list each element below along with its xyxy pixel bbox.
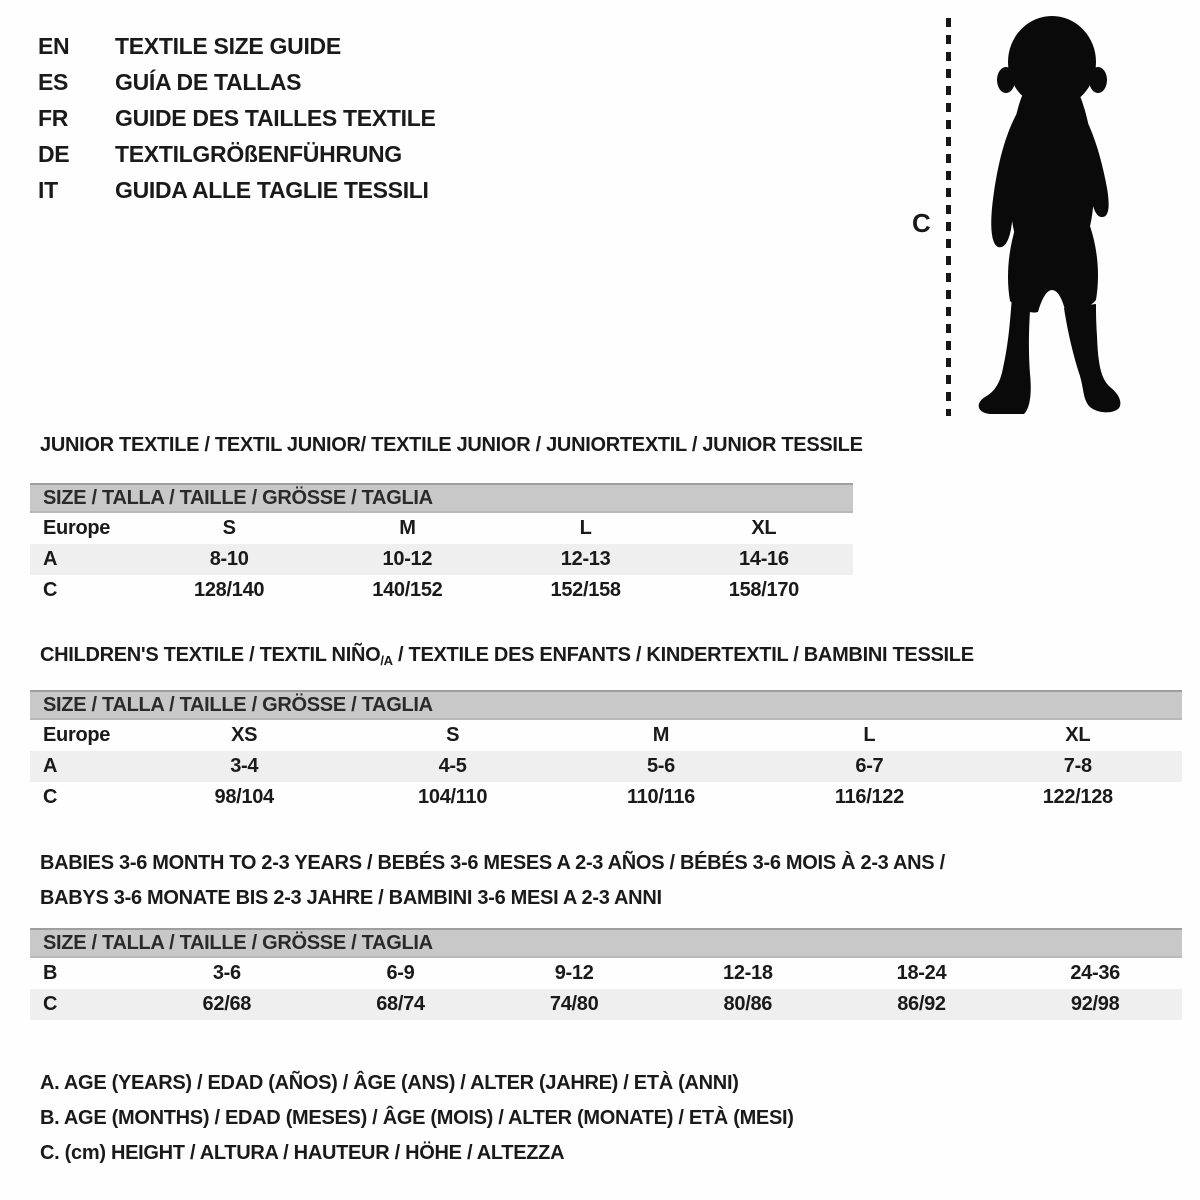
children-size-table xyxy=(30,690,1182,813)
table-row xyxy=(30,544,853,575)
table-cell: 140/152 xyxy=(372,579,443,601)
language-code: DE xyxy=(38,141,70,167)
table-cell: 86/92 xyxy=(897,993,946,1015)
table-cell: 110/116 xyxy=(626,786,695,808)
table-cell: 12-18 xyxy=(723,962,773,984)
row-label: Europe xyxy=(43,724,111,746)
toddler-silhouette-image xyxy=(970,16,1142,421)
babies-table-rows xyxy=(30,958,1182,1020)
table-cell: 14-16 xyxy=(739,548,789,570)
guide-title: GUIDA ALLE TAGLIE TESSILI xyxy=(115,177,429,203)
table-row xyxy=(30,513,853,544)
row-label: C xyxy=(43,579,58,601)
children-table-rows xyxy=(30,720,1182,813)
babies-section-title xyxy=(40,846,945,916)
table-cell: XS xyxy=(231,724,258,746)
table-cell: 104/110 xyxy=(418,786,488,808)
babies-size-table xyxy=(30,928,1182,1020)
height-measure-dashed-line xyxy=(946,18,951,416)
children-section-title xyxy=(40,644,974,668)
table-row xyxy=(30,720,1182,751)
table-cell: L xyxy=(579,517,592,539)
table-cell: 6-9 xyxy=(386,962,415,984)
table-cell: L xyxy=(863,724,876,746)
row-label: A xyxy=(43,548,58,570)
table-row xyxy=(30,751,1182,782)
guide-title: TEXTILE SIZE GUIDE xyxy=(115,33,341,59)
table-cell: 10-12 xyxy=(382,548,433,570)
size-header-bar: SIZE / TALLA / TAILLE / GRÖSSE / TAGLIA xyxy=(30,928,1182,958)
table-cell: 74/80 xyxy=(549,993,599,1015)
language-code: FR xyxy=(38,105,69,131)
table-cell: 158/170 xyxy=(728,579,799,601)
table-cell: 92/98 xyxy=(1070,993,1120,1015)
language-code: ES xyxy=(38,69,69,95)
legend-notes xyxy=(40,1066,794,1171)
table-cell: 8-10 xyxy=(209,548,249,570)
table-cell: 116/122 xyxy=(834,786,904,808)
language-row xyxy=(38,28,436,64)
children-title-suffix: / TEXTILE DES ENFANTS / KINDERTEXTIL / BAMBINI TESSILE xyxy=(392,644,974,666)
table-cell: 128/140 xyxy=(194,579,265,601)
table-cell: 9-12 xyxy=(554,962,594,984)
table-cell: S xyxy=(446,724,460,746)
row-label: A xyxy=(43,755,58,777)
table-cell: 98/104 xyxy=(214,786,274,808)
height-measure-label: C xyxy=(912,208,931,238)
table-cell: 24-36 xyxy=(1070,962,1120,984)
junior-size-table xyxy=(30,483,853,606)
language-row xyxy=(38,100,436,136)
table-cell: 6-7 xyxy=(855,755,884,777)
table-row xyxy=(30,782,1182,813)
children-title-prefix: CHILDREN'S TEXTILE / TEXTIL NIÑO xyxy=(40,644,381,666)
table-row xyxy=(30,989,1182,1020)
table-cell: 3-4 xyxy=(230,755,259,777)
row-label: B xyxy=(43,962,58,984)
row-label: C xyxy=(43,786,58,808)
row-label: C xyxy=(43,993,58,1015)
junior-section-title: JUNIOR TEXTILE / TEXTIL JUNIOR/ TEXTILE JUNIOR / JUNIORTEXTIL / JUNIOR TESSILE xyxy=(40,434,863,456)
language-row xyxy=(38,64,436,100)
table-cell: M xyxy=(399,517,416,539)
language-code: EN xyxy=(38,33,70,59)
table-cell: XL xyxy=(751,517,777,539)
guide-title: GUIDE DES TAILLES TEXTILE xyxy=(115,105,436,131)
babies-title-line1: BABIES 3-6 MONTH TO 2-3 YEARS / BEBÉS 3-6 MESES A 2-3 AÑOS / BÉBÉS 3-6 MOIS À 2-3 ANS / xyxy=(40,852,945,874)
language-row xyxy=(38,172,436,208)
table-cell: 68/74 xyxy=(376,993,425,1015)
table-cell: 122/128 xyxy=(1042,786,1113,808)
table-cell: 7-8 xyxy=(1063,755,1092,777)
table-row xyxy=(30,958,1182,989)
legend-note: C. (cm) HEIGHT / ALTURA / HAUTEUR / HÖHE / ALTEZZA xyxy=(40,1142,565,1164)
table-cell: 3-6 xyxy=(212,962,241,984)
size-header-bar: SIZE / TALLA / TAILLE / GRÖSSE / TAGLIA xyxy=(30,690,1182,720)
table-cell: 80/86 xyxy=(723,993,773,1015)
language-code: IT xyxy=(38,177,58,203)
row-label: Europe xyxy=(43,517,111,539)
table-cell: 152/158 xyxy=(550,579,621,601)
table-cell: 12-13 xyxy=(560,548,611,570)
table-cell: M xyxy=(652,724,670,746)
legend-note: A. AGE (YEARS) / EDAD (AÑOS) / ÂGE (ANS) / ALTER (JAHRE) / ETÀ (ANNI) xyxy=(40,1072,739,1094)
table-cell: 5-6 xyxy=(646,755,675,777)
table-cell: 62/68 xyxy=(202,993,252,1015)
table-cell: 4-5 xyxy=(438,755,467,777)
table-cell: S xyxy=(222,517,236,539)
babies-title-line2: BABYS 3-6 MONATE BIS 2-3 JAHRE / BAMBINI 3-6 MESI A 2-3 ANNI xyxy=(40,887,662,909)
guide-title: TEXTILGRÖßENFÜHRUNG xyxy=(115,141,402,167)
table-row xyxy=(30,575,853,606)
language-row xyxy=(38,136,436,172)
table-cell: 18-24 xyxy=(896,962,947,984)
language-title-list xyxy=(38,28,436,208)
children-title-subscript: /A xyxy=(380,653,393,668)
legend-note: B. AGE (MONTHS) / EDAD (MESES) / ÂGE (MOIS) / ALTER (MONATE) / ETÀ (MESI) xyxy=(40,1107,794,1129)
junior-table-rows xyxy=(30,513,853,606)
table-cell: XL xyxy=(1065,724,1091,746)
size-header-bar: SIZE / TALLA / TAILLE / GRÖSSE / TAGLIA xyxy=(30,483,853,513)
guide-title: GUÍA DE TALLAS xyxy=(115,69,302,95)
